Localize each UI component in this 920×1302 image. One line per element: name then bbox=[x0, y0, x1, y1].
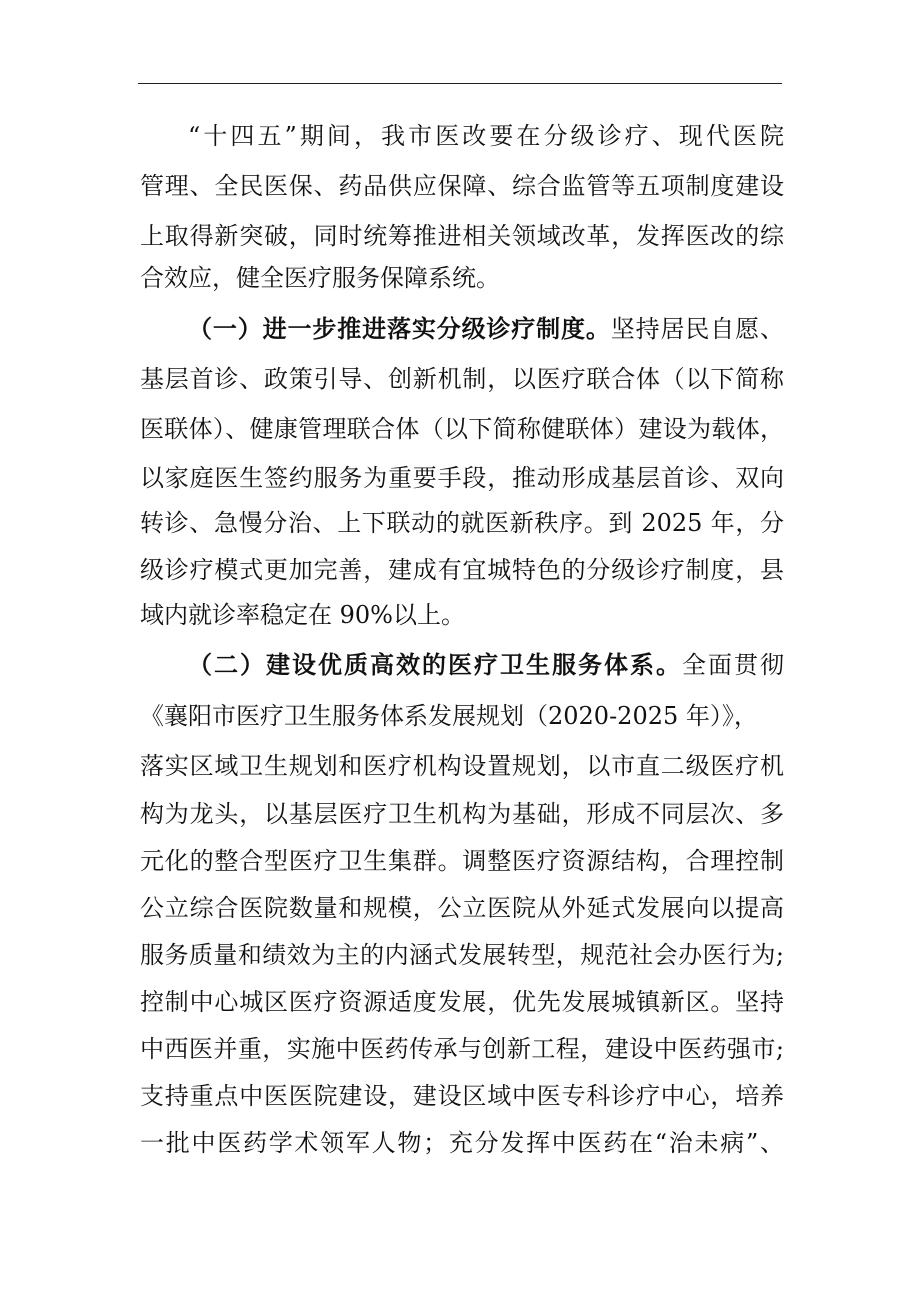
paragraph-3-line-11: 一批中医药学术领军人物；充分发挥中医药在“治未病”、 bbox=[140, 1129, 784, 1157]
paragraph-1-line-3: 上取得新突破，同时统筹推进相关领域改革，发挥医改的综 bbox=[140, 222, 784, 250]
paragraph-3-line-10: 支持重点中医医院建设，建设区域中医专科诊疗中心，培养 bbox=[140, 1082, 784, 1110]
paragraph-3-line-2: 《襄阳市医疗卫生服务体系发展规划（2020-2025 年）》， bbox=[140, 702, 758, 730]
paragraph-1-line-2: 管理、全民医保、药品供应保障、综合监管等五项制度建设 bbox=[140, 172, 784, 200]
paragraph-3-line-7: 服务质量和绩效为主的内涵式发展转型，规范社会办医行为; bbox=[140, 941, 784, 969]
section-heading-2: （二）建设优质高效的医疗卫生服务体系。 bbox=[188, 650, 682, 679]
paragraph-2-line-2: 基层首诊、政策引导、创新机制，以医疗联合体（以下简称 bbox=[140, 365, 784, 393]
paragraph-2-line-4: 以家庭医生签约服务为重要手段，推动形成基层首诊、双向 bbox=[140, 464, 784, 492]
paragraph-2-line-7: 域内就诊率稳定在 90%以上。 bbox=[140, 601, 465, 629]
paragraph-2-line-1-text: 坚持居民自愿、 bbox=[610, 315, 784, 343]
paragraph-2-line-3: 医联体）、健康管理联合体（以下简称健联体）建设为载体， bbox=[140, 415, 784, 443]
paragraph-2-line-5: 转诊、急慢分治、上下联动的就医新秩序。到 2025 年，分 bbox=[140, 509, 784, 537]
header-rule bbox=[138, 83, 782, 84]
paragraph-3-line-8: 控制中心城区医疗资源适度发展，优先发展城镇新区。坚持 bbox=[140, 988, 784, 1016]
paragraph-3-line-3: 落实区域卫生规划和医疗机构设置规划，以市直二级医疗机 bbox=[140, 752, 784, 780]
paragraph-2-line-1 bbox=[188, 314, 784, 344]
paragraph-1-line-4: 合效应，健全医疗服务保障系统。 bbox=[140, 264, 500, 292]
paragraph-2-line-6: 级诊疗模式更加完善，建成有宜城特色的分级诊疗制度，县 bbox=[140, 556, 784, 584]
paragraph-3-line-9: 中西医并重，实施中医药传承与创新工程，建设中医药强市; bbox=[140, 1035, 784, 1063]
paragraph-3-line-4: 构为龙头，以基层医疗卫生机构为基础，形成不同层次、多 bbox=[140, 800, 784, 828]
section-heading-1: （一）进一步推进落实分级诊疗制度。 bbox=[188, 314, 611, 343]
paragraph-3-line-5: 元化的整合型医疗卫生集群。调整医疗资源结构，合理控制 bbox=[140, 847, 784, 875]
paragraph-3-line-1 bbox=[188, 650, 784, 680]
paragraph-3-line-1-text: 全面贯彻 bbox=[682, 651, 784, 679]
paragraph-3-line-6: 公立综合医院数量和规模，公立医院从外延式发展向以提高 bbox=[140, 894, 784, 922]
paragraph-1-line-1: “十四五”期间，我市医改要在分级诊疗、现代医院 bbox=[188, 122, 784, 150]
